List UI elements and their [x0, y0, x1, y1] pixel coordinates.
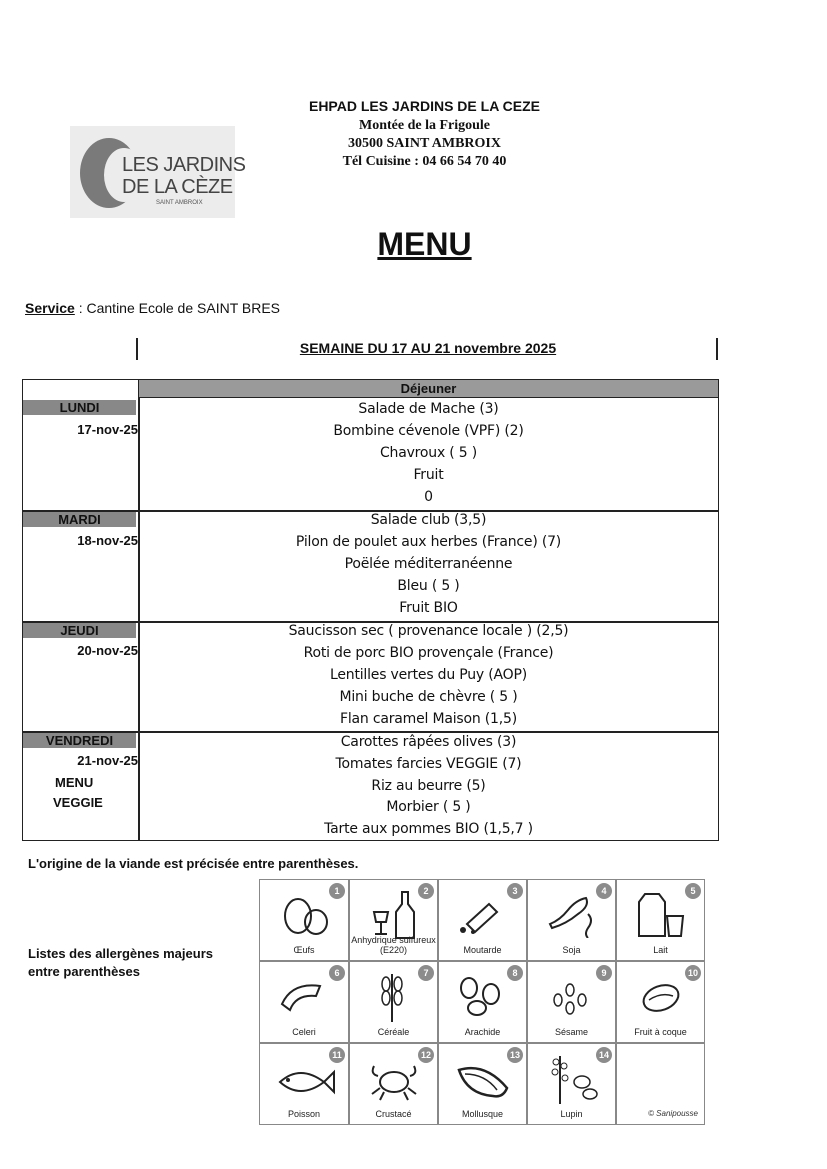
dish-item: Chavroux ( 5 ): [379, 445, 478, 461]
service-label: Service: [25, 300, 75, 316]
dejeuner-header: Déjeuner: [139, 380, 718, 398]
week-title: SEMAINE DU 17 AU 21 novembre 2025: [299, 340, 557, 356]
crab-icon: [364, 1052, 426, 1102]
wine-bottle-icon: [364, 888, 424, 940]
allergen-number: 3: [507, 883, 523, 899]
service-value: : Cantine Ecole de SAINT BRES: [74, 300, 281, 316]
allergen-number: 8: [507, 965, 523, 981]
dish-item: Salade club (3,5): [370, 512, 487, 528]
copyright: © Sanipousse: [648, 1109, 698, 1118]
fish-icon: [274, 1052, 336, 1102]
allergen-number: 10: [685, 965, 701, 981]
day-label-tuesday: MARDI: [23, 512, 136, 527]
day-label-monday: LUNDI: [23, 400, 136, 415]
allergen-number: 14: [596, 1047, 612, 1063]
allergen-cell: [349, 879, 438, 961]
allergens-title-line2: entre parenthèses: [28, 964, 140, 979]
service-line: [25, 300, 280, 316]
address-city: 30500 SAINT AMBROIX: [348, 136, 501, 151]
week-bar-right: [716, 338, 718, 360]
dish-item: Tarte aux pommes BIO (1,5,7 ): [324, 821, 533, 837]
allergen-cell: [259, 879, 349, 961]
logo-text-line3: SAINT AMBROIX: [156, 200, 203, 206]
dish-item: Fruit: [413, 467, 444, 483]
allergens-title-line1: Listes des allergènes majeurs: [28, 946, 213, 961]
mustard-icon: [453, 888, 513, 938]
day-date-monday: 17-nov-25: [77, 422, 138, 437]
veggie-menu-note: MENU: [55, 775, 94, 790]
page-title: MENU: [377, 226, 472, 262]
mussel-icon: [453, 1052, 515, 1102]
dish-item: Poëlée méditerranéenne: [344, 556, 513, 572]
allergen-label: Lupin: [560, 1109, 583, 1119]
allergen-number: 6: [329, 965, 345, 981]
allergen-number: 2: [418, 883, 434, 899]
logo-text-line2: DE LA CÈZE: [122, 176, 233, 198]
allergen-cell: [259, 1043, 349, 1125]
dish-item: Tomates farcies VEGGIE (7): [335, 756, 522, 772]
dish-item: Mini buche de chèvre ( 5 ): [339, 689, 518, 705]
allergen-number: 13: [507, 1047, 523, 1063]
eggs-icon: [274, 888, 334, 938]
meat-origin-note: L'origine de la viande est précisée entre parenthèses.: [28, 856, 359, 871]
allergen-label: Arachide: [464, 1027, 501, 1037]
allergen-cell: [438, 1043, 527, 1125]
kitchen-phone: Tél Cuisine : 04 66 54 70 40: [342, 154, 507, 169]
day-date-tuesday: 18-nov-25: [77, 533, 138, 548]
allergen-number: 7: [418, 965, 434, 981]
allergen-number: 9: [596, 965, 612, 981]
allergen-grid: [259, 879, 705, 1125]
allergen-cell: [349, 1043, 438, 1125]
allergen-label: Lait: [653, 945, 668, 955]
lupin-icon: [542, 1052, 604, 1106]
day-label-thursday: JEUDI: [23, 623, 136, 638]
dish-item: Salade de Mache (3): [358, 401, 499, 417]
allergen-number: 12: [418, 1047, 434, 1063]
allergen-cell: [527, 961, 616, 1043]
dish-item: Riz au beurre (5): [371, 778, 486, 794]
peanut-icon: [453, 970, 513, 1020]
dish-item: Bleu ( 5 ): [397, 578, 460, 594]
allergen-label: Soja: [562, 945, 581, 955]
allergen-cell: [349, 961, 438, 1043]
allergen-cell-empty: [616, 1043, 705, 1125]
allergen-label: Céréale: [377, 1027, 410, 1037]
allergen-label: Œufs: [293, 945, 315, 955]
allergen-label: Moutarde: [463, 945, 502, 955]
nut-icon: [631, 970, 691, 1020]
allergen-number: 11: [329, 1047, 345, 1063]
dish-item: Morbier ( 5 ): [386, 799, 471, 815]
allergen-label: Fruit à coque: [634, 1027, 687, 1037]
dish-item: Carottes râpées olives (3): [340, 734, 517, 750]
sesame-icon: [542, 970, 602, 1020]
allergen-label: Sésame: [554, 1027, 589, 1037]
allergen-label: Anhydrique sulfureux (E220): [351, 935, 436, 955]
dish-item: 0: [424, 489, 433, 505]
day-date-thursday: 20-nov-25: [77, 643, 138, 658]
veggie-menu-note: VEGGIE: [53, 795, 103, 810]
allergen-label: Mollusque: [461, 1109, 504, 1119]
allergen-number: 1: [329, 883, 345, 899]
soy-icon: [542, 888, 602, 938]
dish-item: Lentilles vertes du Puy (AOP): [330, 667, 527, 683]
milk-icon: [631, 888, 691, 938]
allergen-cell: [438, 879, 527, 961]
dish-item: Pilon de poulet aux herbes (France) (7): [295, 534, 562, 550]
allergen-number: 5: [685, 883, 701, 899]
day-label-friday: VENDREDI: [23, 733, 136, 748]
allergen-cell: [259, 961, 349, 1043]
dish-item: Roti de porc BIO provençale (France): [303, 645, 554, 661]
dish-item: Flan caramel Maison (1,5): [340, 711, 517, 727]
week-bar-left: [136, 338, 138, 360]
logo-text-line1: LES JARDINS: [122, 154, 246, 176]
allergen-cell: [616, 961, 705, 1043]
dish-item: Saucisson sec ( provenance locale ) (2,5): [288, 623, 569, 639]
celery-icon: [274, 970, 334, 1020]
day-date-friday: 21-nov-25: [77, 753, 138, 768]
organization-name: EHPAD LES JARDINS DE LA CEZE: [308, 98, 541, 114]
dish-item: Bombine cévenole (VPF) (2): [333, 423, 524, 439]
dish-item: Fruit BIO: [399, 600, 458, 616]
allergen-cell: [616, 879, 705, 961]
allergen-cell: [527, 879, 616, 961]
wheat-icon: [364, 970, 424, 1024]
allergen-label: Crustacé: [375, 1109, 412, 1119]
allergen-label: Celeri: [292, 1027, 316, 1037]
allergen-label: Poisson: [287, 1109, 321, 1119]
allergen-cell: [527, 1043, 616, 1125]
address-street: Montée de la Frigoule: [358, 118, 491, 133]
allergen-cell: [438, 961, 527, 1043]
allergen-number: 4: [596, 883, 612, 899]
